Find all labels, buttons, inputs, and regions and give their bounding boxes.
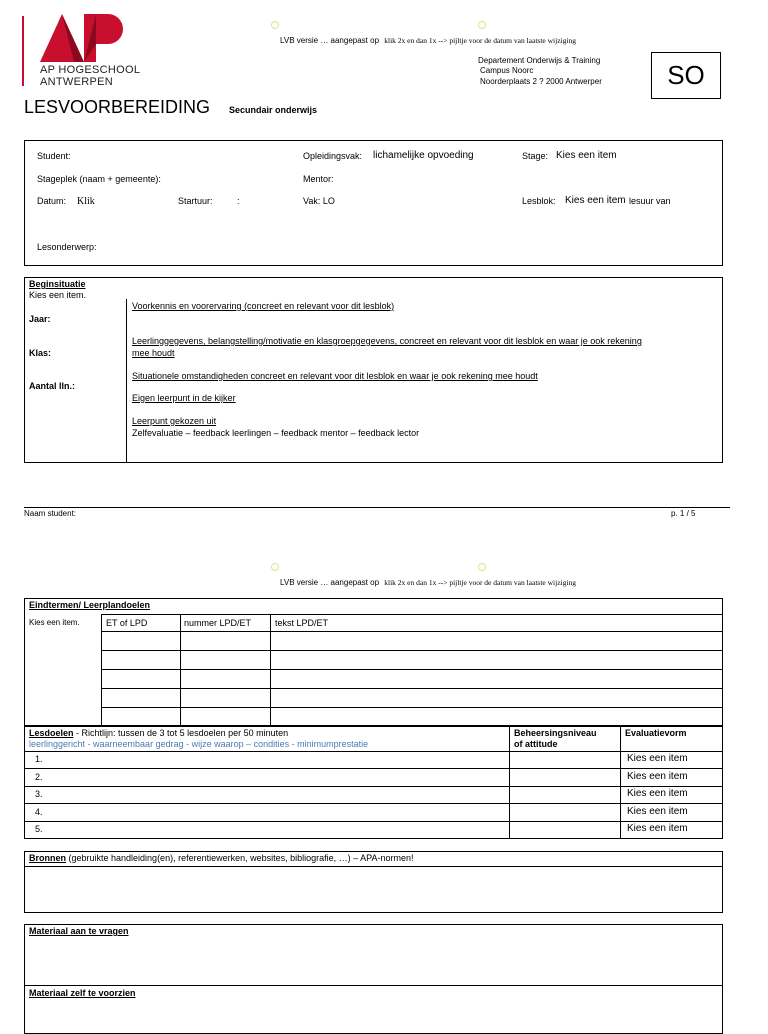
evaluatievorm-dropdown[interactable]: Kies een item — [627, 771, 688, 782]
opleidingsvak-label: Opleidingsvak: — [303, 151, 363, 161]
lesdoelen-row-line — [24, 751, 723, 752]
leerpunt-gekozen-item: Leerpunt gekozen uit — [132, 416, 217, 426]
lesblok-label: Lesblok: — [522, 196, 556, 206]
logo-red-bar — [22, 16, 24, 86]
so-box — [651, 52, 721, 99]
logo-line1: AP HOGESCHOOL — [40, 64, 141, 76]
lesdoelen-heading: Lesdoelen — [29, 728, 74, 738]
version-line-p2 — [280, 578, 576, 587]
lesdoelen-header — [29, 728, 288, 738]
eindtermen-kies[interactable]: Kies een item. — [29, 618, 80, 627]
version-prefix: LVB versie … aangepast op — [280, 36, 380, 45]
lesdoelen-col-line — [620, 726, 621, 839]
materiaal-divider — [24, 985, 723, 986]
version-hint: klik 2x en dan 1x --> pijltje voor de datum van laatste wijziging — [384, 578, 576, 587]
dept-line1: Departement Onderwijs & Training — [478, 56, 601, 65]
leerlinggegevens-item: Leerlinggegevens, belangstelling/motivatie en klasgroepgegevens, concreet en relevant voor dit lesblok en waar je ook rekening — [132, 336, 642, 346]
eindtermen-row-line — [101, 669, 723, 670]
beheersingsniveau-header-cont: of attitude — [514, 739, 558, 749]
lesdoelen-row-line — [24, 768, 723, 769]
eindtermen-col-line — [101, 614, 102, 726]
eindtermen-col-line — [270, 614, 271, 726]
lesdoel-number: 1. — [35, 754, 43, 764]
beginsituatie-heading: Beginsituatie — [29, 279, 86, 289]
materiaal-aan-te-vragen: Materiaal aan te vragen — [29, 926, 129, 936]
eindtermen-row-line — [101, 707, 723, 708]
materiaal-box — [24, 924, 723, 1034]
stageplek-label: Stageplek (naam + gemeente): — [37, 174, 161, 184]
logo-line2: ANTWERPEN — [40, 76, 113, 88]
student-label: Student: — [37, 151, 71, 161]
version-prefix: LVB versie … aangepast op — [280, 578, 380, 587]
evaluatievorm-dropdown[interactable]: Kies een item — [627, 806, 688, 817]
eindtermen-heading: Eindtermen/ Leerplandoelen — [29, 600, 151, 610]
field-marker — [478, 21, 486, 29]
field-marker — [271, 563, 279, 571]
bronnen-divider — [24, 866, 723, 867]
lesonderwerp-label: Lesonderwerp: — [37, 242, 97, 252]
lesblok-dropdown[interactable]: Kies een item — [565, 195, 626, 206]
field-marker — [478, 563, 486, 571]
col-nummer-header: nummer LPD/ET — [184, 618, 252, 628]
startuur-label: Startuur: — [178, 196, 213, 206]
lesdoel-number: 3. — [35, 789, 43, 799]
ap-logo — [38, 14, 128, 62]
voorkennis-item: Voorkennis en voorervaring (concreet en relevant voor dit lesblok) — [132, 301, 395, 311]
field-marker — [271, 21, 279, 29]
so-label: SO — [667, 60, 705, 90]
lesdoel-number: 5. — [35, 824, 43, 834]
situationele-item: Situationele omstandigheden concreet en relevant voor dit lesblok en waar je ook rekening mee houdt — [132, 371, 538, 381]
eindtermen-row-line — [101, 650, 723, 651]
mentor-label: Mentor: — [303, 174, 334, 184]
lesdoelen-criteria: leerlinggericht - waarneembaar gedrag - wijze waarop – condities - minimumprestatie — [29, 739, 369, 749]
materiaal-zelf-te-voorzien: Materiaal zelf te voorzien — [29, 988, 136, 998]
beginsituatie-kies[interactable]: Kies een item. — [29, 290, 87, 300]
lesdoel-number: 2. — [35, 772, 43, 782]
vak-label: Vak: LO — [303, 196, 335, 206]
lesdoelen-richtlijn: - Richtlijn: tussen de 3 tot 5 lesdoelen per 50 minuten — [73, 728, 289, 738]
leerlinggegevens-item-cont: mee houdt — [132, 348, 175, 358]
dept-line2: Campus Noorc — [480, 66, 534, 75]
bronnen-description: (gebruikte handleiding(en), referentiewerken, websites, bibliografie, …) – APA-normen! — [66, 853, 414, 863]
lesblok-suffix: lesuur van — [629, 196, 671, 206]
page-title: LESVOORBEREIDING — [24, 97, 211, 117]
startuur-field[interactable]: : — [237, 196, 240, 206]
evaluatievorm-dropdown[interactable]: Kies een item — [627, 823, 688, 834]
footer-page-number: p. 1 / 5 — [671, 509, 696, 518]
beginsituatie-divider — [126, 299, 127, 463]
evaluatievorm-header: Evaluatievorm — [625, 728, 687, 738]
stage-label: Stage: — [522, 151, 549, 161]
evaluatievorm-dropdown[interactable]: Kies een item — [627, 753, 688, 764]
beheersingsniveau-header: Beheersingsniveau — [514, 728, 597, 738]
bronnen-heading: Bronnen — [29, 853, 66, 863]
opleidingsvak-field[interactable]: lichamelijke opvoeding — [373, 150, 474, 161]
page-subtitle: Secundair onderwijs — [229, 105, 318, 115]
dept-line3: Noorderplaats 2 ? 2000 Antwerper — [480, 77, 602, 86]
footer-naam-student: Naam student: — [24, 509, 77, 518]
version-line — [280, 36, 576, 45]
jaar-label: Jaar: — [29, 314, 51, 324]
eindtermen-col-line — [180, 614, 181, 726]
lesdoel-number: 4. — [35, 807, 43, 817]
eindtermen-row-line — [101, 688, 723, 689]
eindtermen-row-line — [101, 614, 723, 615]
datum-label: Datum: — [37, 196, 67, 206]
lesdoelen-col-line — [509, 726, 510, 839]
aantal-label: Aantal lln.: — [29, 381, 76, 391]
klas-label: Klas: — [29, 348, 52, 358]
eigen-leerpunt-item: Eigen leerpunt in de kijker — [132, 393, 236, 403]
version-hint: klik 2x en dan 1x --> pijltje voor de datum van laatste wijziging — [384, 36, 576, 45]
evaluatievorm-dropdown[interactable]: Kies een item — [627, 788, 688, 799]
eindtermen-row-line — [101, 631, 723, 632]
lesdoelen-row-line — [24, 821, 723, 822]
col-tekst-header: tekst LPD/ET — [275, 618, 329, 628]
stage-dropdown[interactable]: Kies een item — [556, 150, 617, 161]
lesdoelen-row-line — [24, 786, 723, 787]
zelfevaluatie-item: Zelfevaluatie – feedback leerlingen – feedback mentor – feedback lector — [132, 428, 420, 438]
col-et-header: ET of LPD — [106, 618, 148, 628]
footer-line — [24, 507, 730, 508]
lesdoelen-row-line — [24, 803, 723, 804]
bronnen-header — [29, 853, 414, 863]
datum-field[interactable]: Klik — [77, 196, 95, 207]
